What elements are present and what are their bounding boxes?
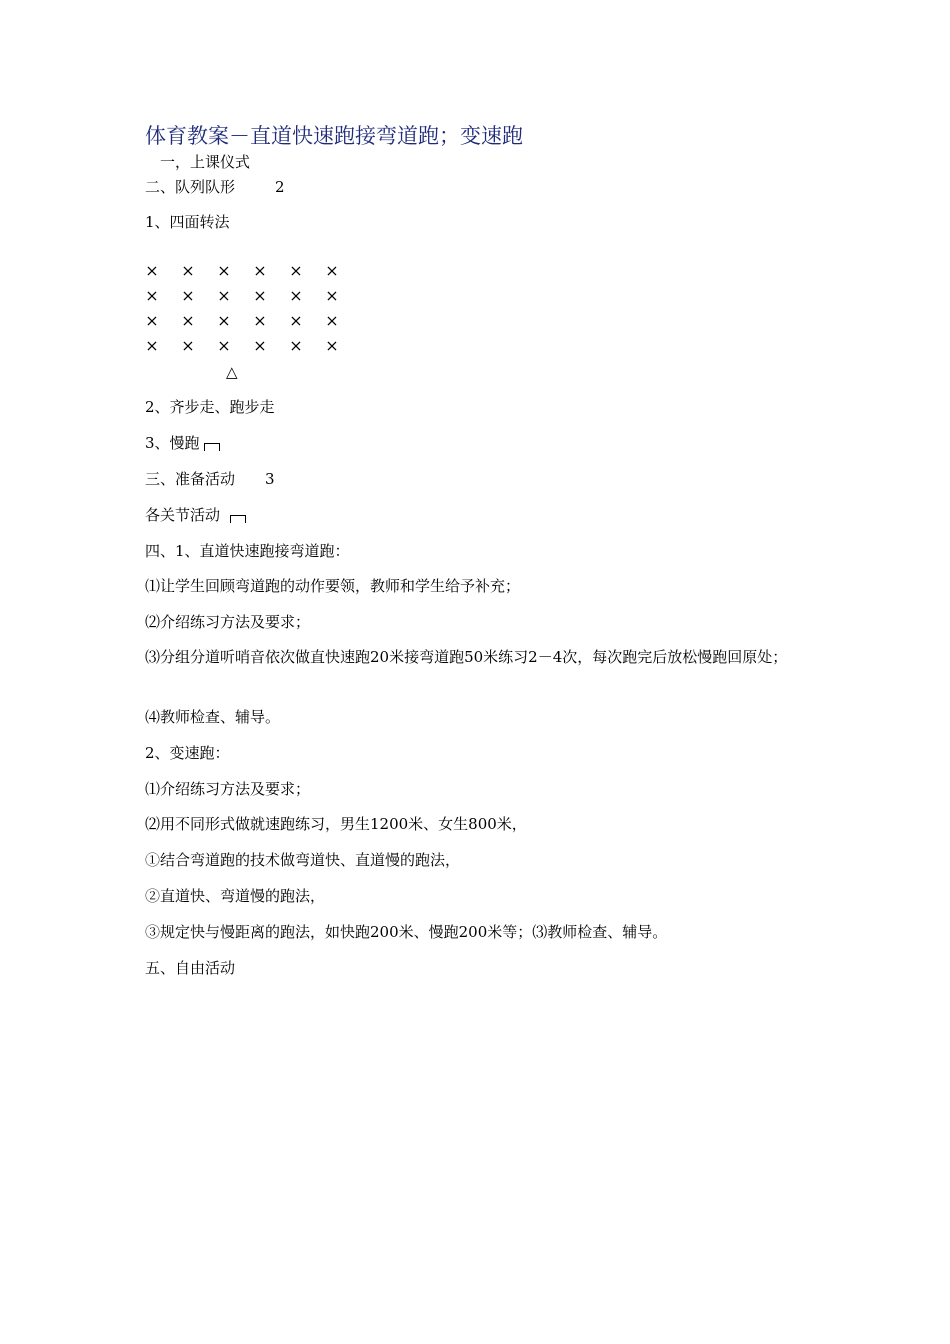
student-mark: × [289, 261, 303, 280]
section-4-2-circled-3: ③规定快与慢距离的跑法，如快跑200米、慢跑200米等；⑶教师检查、辅导。 [145, 923, 668, 941]
student-mark: × [325, 261, 339, 280]
student-mark: × [145, 336, 159, 355]
section-4-1-paragraph-3: ⑶分组分道听哨音依次做直快速跑20米接弯道跑50米练习2－4次，每次跑完后放松慢跑回原处； [145, 648, 788, 666]
student-mark: × [217, 311, 231, 330]
student-mark: × [217, 286, 231, 305]
student-mark: × [289, 336, 303, 355]
section-3-heading [145, 469, 275, 489]
student-mark: × [325, 286, 339, 305]
student-mark: × [253, 286, 267, 305]
section-3-item-1 [145, 505, 246, 525]
formation-diagram [143, 261, 353, 386]
student-mark: × [145, 311, 159, 330]
student-mark: × [325, 336, 339, 355]
section-2-item-1: 1、四面转法 [145, 213, 230, 231]
student-mark: × [145, 286, 159, 305]
section-4-2-paragraph-2: ⑵用不同形式做就速跑练习，男生1200米、女生800米， [145, 815, 527, 833]
student-mark: × [181, 286, 195, 305]
section-4-1-paragraph-1: ⑴让学生回顾弯道跑的动作要领，教师和学生给予补充； [145, 577, 521, 595]
section-4-item-1: 四、1、直道快速跑接弯道跑： [145, 542, 350, 560]
section-4-item-2: 2、变速跑： [145, 744, 230, 762]
section-2-item-2: 2、齐步走、跑步走 [145, 398, 275, 416]
section-2-minutes: 2 [275, 178, 285, 196]
student-mark: × [253, 311, 267, 330]
student-mark: × [325, 311, 339, 330]
student-mark: × [145, 261, 159, 280]
section-2-label: 二、队列队形 [145, 178, 236, 196]
section-2-item-3 [145, 433, 220, 453]
student-mark: × [253, 336, 267, 355]
section-4-1-paragraph-2: ⑵介绍练习方法及要求； [145, 613, 311, 631]
section-3-minutes: 3 [265, 470, 275, 488]
student-mark: × [217, 336, 231, 355]
student-mark: × [289, 311, 303, 330]
section-4-2-circled-2: ②直道快、弯道慢的跑法， [145, 887, 326, 905]
student-mark: × [253, 261, 267, 280]
bracket-icon [204, 443, 220, 451]
section-2-heading [145, 177, 285, 197]
student-mark: × [181, 261, 195, 280]
section-3-item-1-text: 各关节活动 [145, 506, 221, 524]
section-4-2-circled-1: ①结合弯道跑的技术做弯道快、直道慢的跑法， [145, 851, 461, 869]
section-4-2-paragraph-1: ⑴介绍练习方法及要求； [145, 780, 311, 798]
document-title: 体育教案－直道快速跑接弯道跑；变速跑 [145, 124, 523, 148]
section-3-label: 三、准备活动 [145, 470, 236, 488]
student-mark: × [181, 311, 195, 330]
bracket-icon [230, 515, 246, 523]
section-2-item-3-text: 3、慢跑 [145, 434, 200, 452]
student-mark: × [217, 261, 231, 280]
section-4-1-paragraph-4: ⑷教师检查、辅导。 [145, 708, 281, 726]
section-5-heading: 五、自由活动 [145, 959, 236, 977]
student-mark: × [289, 286, 303, 305]
section-1-heading: 一，上课仪式 [160, 153, 251, 171]
student-mark: × [181, 336, 195, 355]
teacher-triangle-mark: △ [226, 363, 238, 381]
